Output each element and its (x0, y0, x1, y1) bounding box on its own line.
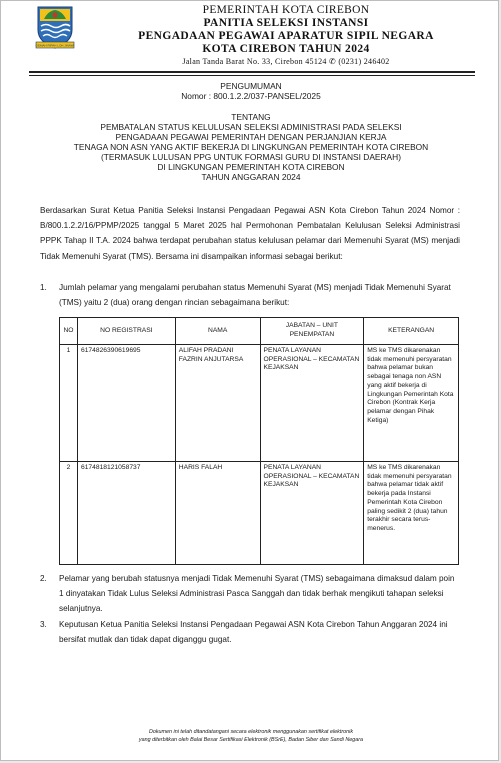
letterhead (101, 4, 471, 68)
intro-paragraph: Berdasarkan Surat Ketua Panitia Seleksi Instansi Pengadaan Pegawai ASN Kota Cirebon Tahun 2024 Nomor : B/800.1.2.2/16/PPMP/2025 tanggal 5 Maret 2025 hal Permohonan Pembatalan Kelulusan Seleksi Administrasi PPPK Tahap II T.A. 2024 bahwa terdapat perubahan status kelulusan pelamar dari Memenuhi Syarat (MS) menjadi Tidak Memenuhi Syarat (TMS). Bersama ini disampaikan informasi sebagai berikut: (40, 206, 460, 261)
table-header-row (60, 318, 459, 345)
table-row (60, 462, 459, 565)
subject-line: (TERMASUK LULUSAN PPG UNTUK FORMASI GURU DI INSTANSI DAERAH) (101, 152, 401, 162)
letterhead-procurement: PENGADAAN PEGAWAI APARATUR SIPIL NEGARA (138, 30, 434, 42)
cell-remark: MS ke TMS dikarenakan tidak memenuhi persyaratan bahwa pelamar tidak aktif bekerja pada Instansi Pemerintah Kota Cirebon paling sedikit 2 (dua) tahun terakhir secara terus-menerus. (364, 462, 459, 565)
letterhead-committee: PANITIA SELEKSI INSTANSI (203, 17, 369, 29)
cell-registration: 6174826390619695 (77, 345, 175, 462)
logo-motto: GEMAH RIPAH LOH JINAWI (35, 43, 75, 48)
cell-name: HARIS FALAH (175, 462, 260, 565)
subject-line: PEMBATALAN STATUS KELULUSAN SELEKSI ADMINISTRASI PADA SELEKSI (100, 122, 402, 132)
point-text: Pelamar yang berubah statusnya menjadi Tidak Memenuhi Syarat (TMS) sebagaimana dimaksud dalam poin 1 dinyatakan Tidak Lulus Seleksi Administrasi Pasca Sanggah dan tidak berhak mengikuti tahapan seleksi selanjutnya. (59, 574, 455, 614)
cell-name: ALIFAH PRADANI FAZRIN ANJUTARSA (175, 345, 260, 462)
table-row (60, 345, 459, 462)
letterhead-address: Jalan Tanda Barat No. 33, Cirebon 45124 ✆ (0231) 246402 (182, 57, 390, 66)
letterhead-rule-thin (29, 75, 475, 76)
footer-esign-line-2: yang diterbitkan oleh Balai Besar Sertifikasi Elektronik (BSrE), Badan Siber dan Sandi Negara (138, 737, 364, 743)
subject-line: TAHUN ANGGARAN 2024 (201, 172, 301, 182)
letterhead-rule-thick (29, 71, 475, 73)
header-no: NO (60, 318, 78, 345)
subject-line: TENAGA NON ASN YANG AKTIF BEKERJA DI LINGKUNGAN PEMERINTAH KOTA CIREBON (73, 142, 429, 152)
point-number: 3. (40, 620, 47, 629)
letterhead-year: KOTA CIREBON TAHUN 2024 (202, 43, 370, 55)
cell-no: 1 (60, 345, 78, 462)
header-name: NAMA (175, 318, 260, 345)
header-position: JABATAN – UNIT PENEMPATAN (260, 318, 364, 345)
header-registration: NO REGISTRASI (77, 318, 175, 345)
point-text: Jumlah pelamar yang mengalami perubahan status Memenuhi Syarat (MS) menjadi Tidak Memenuhi Syarat (TMS) yaitu 2 (dua) orang dengan rincian sebagaimana berikut: (59, 283, 451, 308)
point-text: Keputusan Ketua Panitia Seleksi Instansi Pengadaan Pegawai ASN Kota Cirebon Tahun Anggaran 2024 ini bersifat mutlak dan tidak dapat diganggu gugat. (59, 620, 448, 645)
announcement-number: Nomor : 800.1.2.2/037-PANSEL/2025 (181, 91, 321, 101)
cell-registration: 6174818121058737 (77, 462, 175, 565)
point-number: 1. (40, 283, 47, 292)
announcement-label: PENGUMUMAN (220, 81, 282, 91)
subject-line: DI LINGKUNGAN PEMERINTAH KOTA CIREBON (157, 162, 345, 172)
cell-position: PENATA LAYANAN OPERASIONAL – KECAMATAN KEJAKSAN (260, 462, 364, 565)
footer-esign-line-1: Dokumen ini telah ditandatangani secara elektronik menggunakan sertifikat elektronik (148, 729, 354, 735)
cell-remark: MS ke TMS dikarenakan tidak memenuhi persyaratan bahwa pelamar bukan sebagai tenaga non ASN yang aktif bekerja di Lingkungan Pemerintah Kota Cirebon (Kontrak Kerja pelamar dengan Pihak Ketiga) (364, 345, 459, 462)
city-logo (34, 4, 76, 50)
subject-label: TENTANG (231, 112, 271, 122)
cell-no: 2 (60, 462, 78, 565)
header-remark: KETERANGAN (364, 318, 459, 345)
point-number: 2. (40, 574, 47, 583)
cell-position: PENATA LAYANAN OPERASIONAL – KECAMATAN KEJAKSAN (260, 345, 364, 462)
applicant-table (59, 317, 459, 565)
letterhead-government: PEMERINTAH KOTA CIREBON (202, 4, 370, 16)
subject-line: PENGADAAN PEGAWAI PEMERINTAH DENGAN PERJANJIAN KERJA (115, 132, 387, 142)
